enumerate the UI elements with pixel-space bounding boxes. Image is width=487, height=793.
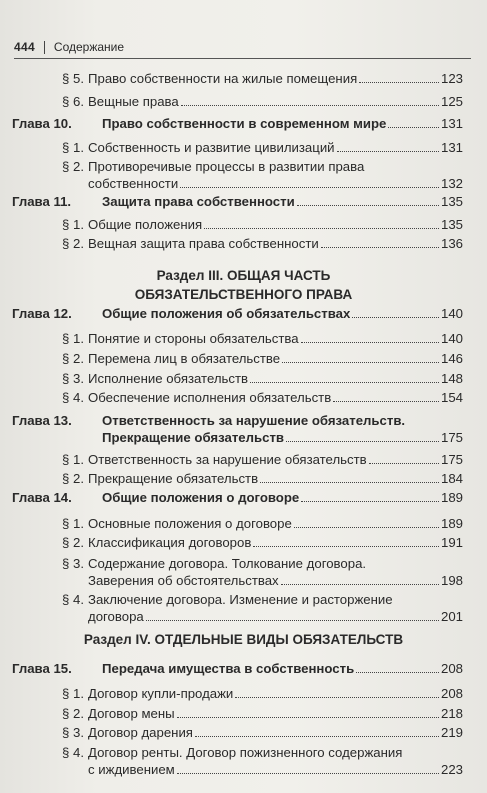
section-symbol: § 1. [62, 140, 84, 155]
page-ref: 131 [440, 116, 463, 131]
section-symbol: § 1. [62, 516, 84, 531]
dot-leader [301, 500, 439, 502]
entry-title-line: Заверения об обстоятельствах [88, 573, 279, 588]
section-entry[interactable] [0, 158, 487, 192]
entry-leader-row [102, 305, 463, 322]
section-symbol: § 4. [62, 745, 84, 760]
section-symbol: § 1. [62, 452, 84, 467]
page-ref: 136 [440, 236, 463, 251]
entry-leader-row [102, 193, 463, 210]
dot-leader [359, 81, 439, 83]
entry-leader-row [88, 350, 463, 367]
dot-leader [180, 186, 439, 188]
section-symbol: § 3. [62, 371, 84, 386]
entry-title-line: Договор купли-продажи [88, 686, 234, 701]
part-heading-line: ОБЯЗАТЕЛЬСТВЕННОГО ПРАВА [134, 287, 353, 302]
entry-leader-row [102, 660, 463, 677]
entry-leader-row [88, 470, 463, 487]
section-entry[interactable] [0, 705, 487, 722]
entry-title-line: договора [88, 609, 144, 624]
section-symbol: § 2. [62, 706, 84, 721]
entry-title-line: Договор мены [88, 706, 175, 721]
page-ref: 131 [440, 140, 463, 155]
entry-title-line: Содержание договора. Толкование договора. [88, 556, 367, 571]
entry-title-line: Прекращение обязательств [88, 471, 259, 486]
entry-title-line: Ответственность за нарушение обязательств. [102, 413, 406, 428]
page-ref: 201 [440, 609, 463, 624]
entry-leader-row [88, 685, 463, 702]
page-ref: 132 [440, 176, 463, 191]
dot-leader [356, 671, 439, 673]
entry-title-line: Передача имущества в собственность [102, 661, 355, 676]
part-heading-line: Раздел III. ОБЩАЯ ЧАСТЬ [156, 268, 331, 283]
entry-title-line: Вещные права [88, 94, 179, 109]
chapter-entry[interactable] [0, 489, 487, 506]
entry-leader-row [88, 370, 463, 387]
entry-leader-row [88, 724, 463, 741]
dot-leader [250, 381, 439, 383]
entry-leader-row [88, 515, 463, 532]
page-ref: 191 [440, 535, 463, 550]
page-ref: 135 [440, 194, 463, 209]
section-entry[interactable] [0, 555, 487, 589]
dot-leader [195, 735, 439, 737]
section-entry[interactable] [0, 534, 487, 551]
entry-title-line: Общие положения об обязательствах [102, 306, 351, 321]
section-symbol: § 1. [62, 331, 84, 346]
page-ref: 135 [440, 217, 463, 232]
dot-leader [282, 361, 439, 363]
entry-title-line: Общие положения о договоре [102, 490, 300, 505]
entry-title-line: Право собственности в современном мире [102, 116, 387, 131]
chapter-label: Глава 11. [12, 194, 72, 209]
dot-leader [177, 772, 439, 774]
page-ref: 146 [440, 351, 463, 366]
dot-leader [253, 545, 439, 547]
page-ref: 154 [440, 390, 463, 405]
page-ref: 223 [440, 762, 463, 777]
section-symbol: § 2. [62, 159, 84, 174]
section-symbol: § 2. [62, 351, 84, 366]
header-title: Содержание [53, 40, 125, 54]
chapter-entry[interactable] [0, 660, 487, 677]
entry-title-line: Заключение договора. Изменение и расторжение [88, 592, 393, 607]
chapter-entry[interactable] [0, 305, 487, 322]
section-symbol: § 1. [62, 217, 84, 232]
page-ref: 189 [440, 516, 463, 531]
dot-leader [352, 316, 439, 318]
section-entry[interactable] [0, 515, 487, 532]
entry-leader-row [88, 451, 463, 468]
page-ref: 140 [440, 331, 463, 346]
page-ref: 218 [440, 706, 463, 721]
entry-title-line: собственности [88, 176, 179, 191]
section-entry[interactable] [0, 330, 487, 347]
entry-title-line: Противоречивые процессы в развитии права [88, 159, 365, 174]
section-entry[interactable] [0, 744, 487, 778]
part-heading-line: Раздел IV. ОТДЕЛЬНЫЕ ВИДЫ ОБЯЗАТЕЛЬСТВ [83, 632, 404, 647]
page-ref: 140 [440, 306, 463, 321]
dot-leader [177, 716, 439, 718]
entry-title-line: Вещная защита права собственности [88, 236, 319, 251]
entry-leader-row [88, 534, 463, 551]
section-entry[interactable] [0, 139, 487, 156]
entry-title-line: Ответственность за нарушение обязательств [88, 452, 367, 467]
chapter-entry[interactable] [0, 115, 487, 132]
page-ref: 125 [440, 94, 463, 109]
page-ref: 189 [440, 490, 463, 505]
page-header [14, 40, 124, 54]
dot-leader [281, 583, 439, 585]
dot-leader [181, 104, 439, 106]
entry-title-line: Прекращение обязательств [102, 430, 285, 445]
entry-title-line: Исполнение обязательств [88, 371, 249, 386]
entry-leader-row [88, 389, 463, 406]
section-symbol: § 3. [62, 725, 84, 740]
header-separator [44, 41, 45, 54]
entry-leader-row [88, 235, 463, 252]
entry-leader-row [88, 572, 463, 589]
entry-title-line: Классификация договоров [88, 535, 252, 550]
page-ref: 198 [440, 573, 463, 588]
section-entry[interactable] [0, 350, 487, 367]
dot-leader [297, 204, 439, 206]
dot-leader [294, 526, 439, 528]
section-entry[interactable] [0, 470, 487, 487]
section-entry[interactable] [0, 70, 487, 87]
dot-leader [337, 150, 439, 152]
section-entry[interactable] [0, 724, 487, 741]
page-ref: 175 [440, 430, 463, 445]
section-symbol: § 4. [62, 592, 84, 607]
entry-leader-row [88, 608, 463, 625]
page-number: 444 [14, 40, 35, 54]
dot-leader [286, 440, 439, 442]
dot-leader [146, 619, 439, 621]
chapter-label: Глава 10. [12, 116, 72, 131]
entry-title-line: Договор дарения [88, 725, 193, 740]
entry-title-line: Понятие и стороны обязательства [88, 331, 299, 346]
page-ref: 184 [440, 471, 463, 486]
chapter-entry[interactable] [0, 193, 487, 210]
section-symbol: § 1. [62, 686, 84, 701]
entry-title-line: Перемена лиц в обязательстве [88, 351, 281, 366]
page-ref: 148 [440, 371, 463, 386]
dot-leader [235, 696, 439, 698]
entry-title-line: Общие положения [88, 217, 203, 232]
section-entry[interactable] [0, 591, 487, 625]
page-ref: 208 [440, 686, 463, 701]
entry-leader-row [88, 175, 463, 192]
section-symbol: § 5. [62, 71, 84, 86]
entry-leader-row [102, 429, 463, 446]
chapter-label: Глава 14. [12, 490, 72, 505]
page-ref: 123 [440, 71, 463, 86]
dot-leader [388, 126, 439, 128]
entry-leader-row [88, 705, 463, 722]
entry-leader-row [88, 761, 463, 778]
entry-leader-row [88, 93, 463, 110]
entry-leader-row [88, 139, 463, 156]
page-ref: 219 [440, 725, 463, 740]
page-ref: 208 [440, 661, 463, 676]
part-heading [0, 630, 487, 649]
entry-leader-row [88, 330, 463, 347]
dot-leader [204, 227, 439, 229]
entry-leader-row [88, 216, 463, 233]
section-symbol: § 6. [62, 94, 84, 109]
entry-title-line: с иждивением [88, 762, 175, 777]
dot-leader [321, 246, 439, 248]
chapter-entry[interactable] [0, 412, 487, 446]
entry-title-line: Право собственности на жилые помещения [88, 71, 358, 86]
entry-leader-row [102, 115, 463, 132]
entry-leader-row [102, 489, 463, 506]
section-entry[interactable] [0, 216, 487, 233]
dot-leader [369, 462, 439, 464]
entry-leader-row [88, 70, 463, 87]
section-symbol: § 2. [62, 535, 84, 550]
section-symbol: § 2. [62, 471, 84, 486]
section-entry[interactable] [0, 389, 487, 406]
entry-title-line: Защита права собственности [102, 194, 295, 209]
section-entry[interactable] [0, 370, 487, 387]
entry-title-line: Основные положения о договоре [88, 516, 292, 531]
chapter-label: Глава 12. [12, 306, 72, 321]
section-entry[interactable] [0, 235, 487, 252]
entry-title-line: Собственность и развитие цивилизаций [88, 140, 335, 155]
chapter-label: Глава 13. [12, 413, 72, 428]
entry-title-line: Обеспечение исполнения обязательств [88, 390, 332, 405]
dot-leader [260, 481, 439, 483]
entry-title-line: Договор ренты. Договор пожизненного содержания [88, 745, 403, 760]
section-symbol: § 2. [62, 236, 84, 251]
section-entry[interactable] [0, 451, 487, 468]
part-heading [0, 266, 487, 304]
header-rule [14, 58, 471, 59]
chapter-label: Глава 15. [12, 661, 72, 676]
section-entry[interactable] [0, 93, 487, 110]
section-symbol: § 4. [62, 390, 84, 405]
page-ref: 175 [440, 452, 463, 467]
section-entry[interactable] [0, 685, 487, 702]
section-symbol: § 3. [62, 556, 84, 571]
dot-leader [333, 400, 439, 402]
dot-leader [301, 341, 439, 343]
